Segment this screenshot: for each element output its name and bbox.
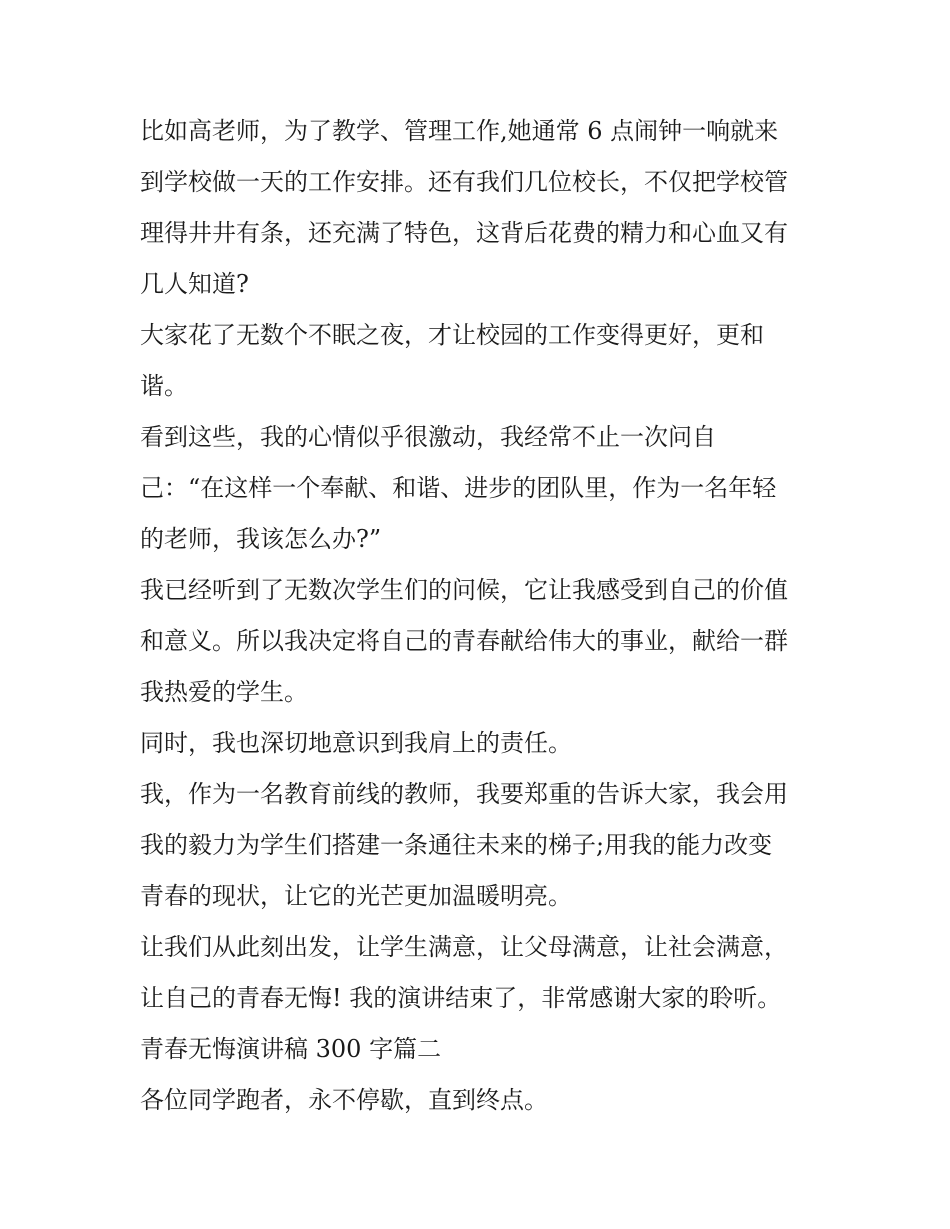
text-line: 我，作为一名教育前线的教师，我要郑重的告诉大家，我会用: [140, 780, 788, 808]
text-line: 青春的现状，让它的光芒更加温暖明亮。: [140, 882, 572, 910]
text-line: 的老师，我该怎么办?”: [140, 525, 382, 553]
text-line: 让我们从此刻出发，让学生满意，让父母满意，让社会满意，: [140, 933, 788, 961]
text-line: 我热爱的学生。: [140, 678, 308, 706]
text-line: 己：“在这样一个奉献、和谐、进步的团队里，作为一名年轻: [140, 474, 777, 502]
text-line: 我的毅力为学生们搭建一条通往未来的梯子;用我的能力改变: [140, 831, 773, 859]
text-line: 让自己的青春无悔! 我的演讲结束了，非常感谢大家的聆听。: [140, 984, 782, 1012]
text-line: 理得井井有条，还充满了特色，这背后花费的精力和心血又有: [140, 219, 788, 247]
text-line: 各位同学跑者，永不停歇，直到终点。: [140, 1086, 548, 1114]
text-line: 看到这些，我的心情似乎很激动，我经常不止一次问自: [140, 423, 716, 451]
text-line: 几人知道?: [140, 270, 249, 298]
text-line: 我已经听到了无数次学生们的问候，它让我感受到自己的价值: [140, 576, 788, 604]
text-line: 谐。: [140, 372, 188, 400]
document-body: [140, 106, 820, 1126]
text-line: 同时，我也深切地意识到我肩上的责任。: [140, 729, 572, 757]
text-line: 和意义。所以我决定将自己的青春献给伟大的事业，献给一群: [140, 627, 788, 655]
text-line: 大家花了无数个不眠之夜，才让校园的工作变得更好，更和: [140, 321, 764, 349]
text-line: 比如高老师，为了教学、管理工作,她通常 6 点闹钟一响就来: [140, 117, 779, 145]
section-heading: 青春无悔演讲稿 300 字篇二: [140, 1035, 442, 1063]
text-line: 到学校做一天的工作安排。还有我们几位校长，不仅把学校管: [140, 168, 788, 196]
